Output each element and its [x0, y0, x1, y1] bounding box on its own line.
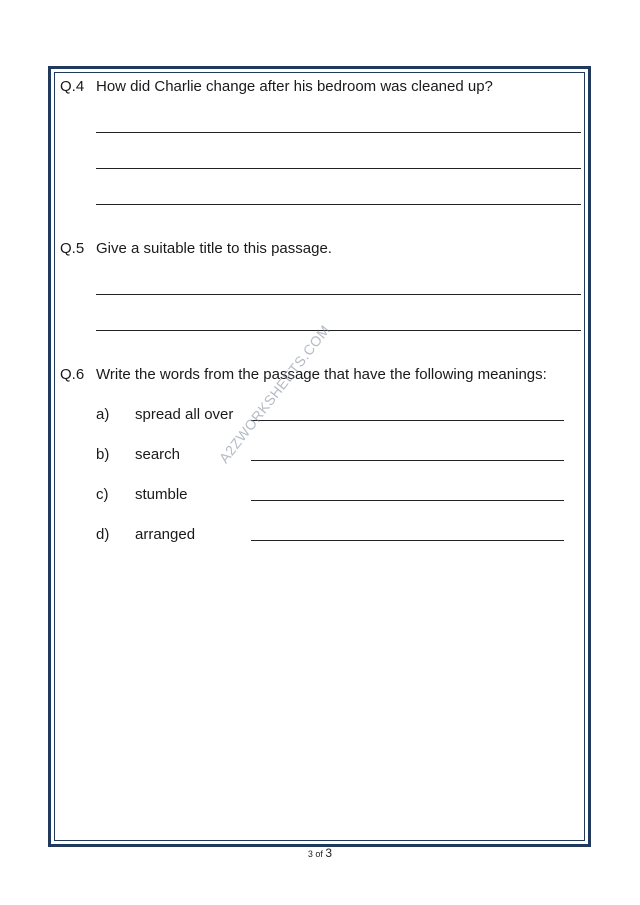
meaning-letter-d: d) [96, 526, 110, 543]
question-text-4: How did Charlie change after his bedroom was cleaned up? [96, 78, 493, 95]
question-number-4: Q.4 [60, 78, 85, 95]
answer-line-q5-2[interactable] [96, 330, 581, 331]
meaning-letter-a: a) [96, 406, 110, 423]
question-number-5: Q.5 [60, 240, 85, 257]
answer-line-q4-3[interactable] [96, 204, 581, 205]
page-footer [0, 846, 640, 860]
answer-line-q6-c[interactable] [251, 500, 564, 501]
page-indicator: 3 of [307, 849, 323, 859]
meaning-word-d: arranged [135, 526, 196, 543]
page-total: 3 [325, 846, 333, 860]
meaning-word-a: spread all over [135, 406, 234, 423]
page-border-inner [54, 72, 585, 841]
page-border [48, 66, 591, 847]
answer-line-q4-2[interactable] [96, 168, 581, 169]
meaning-letter-c: c) [96, 486, 109, 503]
question-number-6: Q.6 [60, 366, 85, 383]
answer-line-q5-1[interactable] [96, 294, 581, 295]
meaning-word-b: search [135, 446, 181, 463]
answer-line-q6-b[interactable] [251, 460, 564, 461]
question-text-5: Give a suitable title to this passage. [96, 240, 332, 257]
meaning-word-c: stumble [135, 486, 188, 503]
meaning-letter-b: b) [96, 446, 110, 463]
answer-line-q4-1[interactable] [96, 132, 581, 133]
question-text-6: Write the words from the passage that have the following meanings: [96, 366, 547, 383]
watermark: A2ZWORKSHEETS.COM [215, 321, 334, 466]
answer-line-q6-d[interactable] [251, 540, 564, 541]
answer-line-q6-a[interactable] [251, 420, 564, 421]
